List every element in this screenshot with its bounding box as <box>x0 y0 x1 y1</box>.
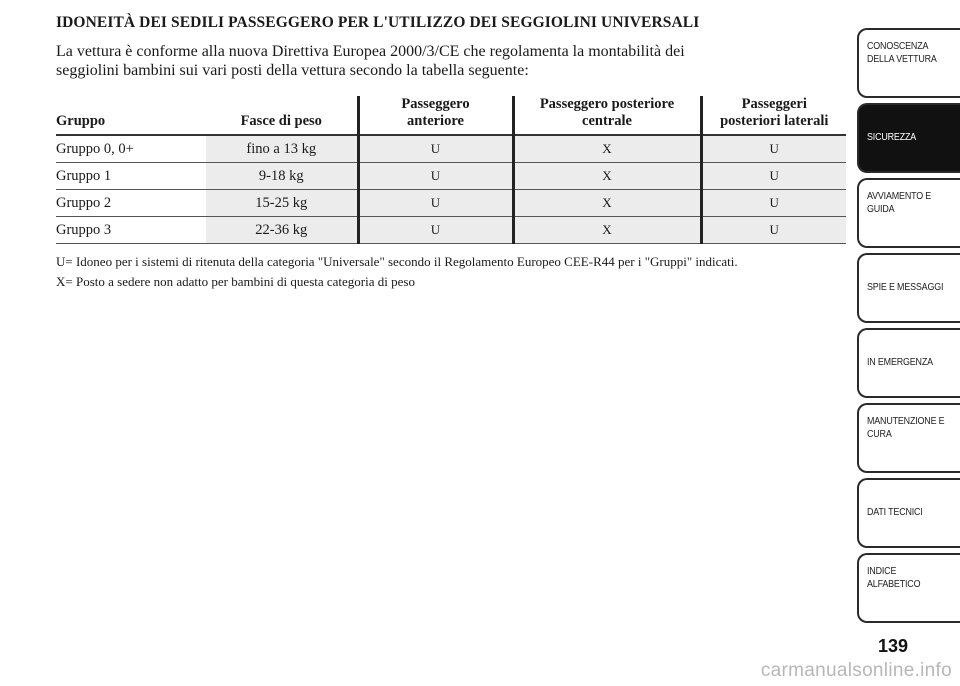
cell-rear-center: X <box>513 163 701 190</box>
cell-weight: 15-25 kg <box>206 190 358 217</box>
watermark: carmanualsonline.info <box>760 660 952 681</box>
cell-weight: 22-36 kg <box>206 217 358 244</box>
header-rear-side-line-1: Passeggeri <box>741 96 807 112</box>
tab-in-emergenza[interactable] <box>857 328 960 398</box>
header-rear-side-line-2: posteriori laterali <box>720 113 829 129</box>
header-front-line-2: anteriore <box>407 113 464 129</box>
table-row <box>56 135 846 163</box>
table-notes <box>56 254 846 290</box>
tab-sicurezza[interactable] <box>857 103 960 173</box>
tab-label: SPIE E MESSAGGI <box>867 281 944 293</box>
tab-conoscenza-della-vettura[interactable] <box>857 28 960 98</box>
tab-label: SICUREZZA <box>867 131 917 143</box>
page-number: 139 <box>877 636 908 656</box>
intro-line-1: La vettura è conforme alla nuova Direttiva Europea 2000/3/CE che regolamenta la montabilità dei <box>56 43 685 60</box>
header-rear-side-passengers <box>701 96 846 135</box>
tab-spie-e-messaggi[interactable] <box>857 253 960 323</box>
seat-suitability-table <box>56 96 846 244</box>
cell-front: U <box>358 135 513 163</box>
page-content <box>56 14 846 294</box>
header-rear-center-line-1: Passeggero posteriore <box>539 96 675 112</box>
cell-front: U <box>358 217 513 244</box>
cell-rear-side: U <box>701 163 846 190</box>
tab-label: IN EMERGENZA <box>867 356 933 368</box>
cell-rear-side: U <box>701 135 846 163</box>
tab-label: AVVIAMENTO E GUIDA <box>867 190 932 215</box>
cell-group: Gruppo 2 <box>56 190 206 217</box>
note-not-suitable: X= Posto a sedere non adatto per bambini di questa categoria di peso <box>56 274 415 289</box>
cell-rear-side: U <box>701 190 846 217</box>
header-group: Gruppo <box>56 96 206 135</box>
tab-indice-alfabetico[interactable] <box>857 553 960 623</box>
cell-front: U <box>358 190 513 217</box>
intro-paragraph <box>56 42 846 80</box>
tab-avviamento-e-guida[interactable] <box>857 178 960 248</box>
table-header-row <box>56 96 846 135</box>
header-rear-center-passenger <box>513 96 701 135</box>
tab-label: MANUTENZIONE E CURA <box>867 415 945 440</box>
cell-rear-center: X <box>513 190 701 217</box>
table-row <box>56 163 846 190</box>
cell-group: Gruppo 3 <box>56 217 206 244</box>
tab-dati-tecnici[interactable] <box>857 478 960 548</box>
cell-group: Gruppo 0, 0+ <box>56 135 206 163</box>
chapter-sidebar <box>857 28 960 628</box>
header-rear-center-line-2: centrale <box>582 113 632 129</box>
note-universal: U= Idoneo per i sistemi di ritenuta della categoria "Universale" secondo il Regolamento Europeo CEE-R44 per i "Gruppi" indicati. <box>56 254 738 269</box>
header-front-passenger <box>358 96 513 135</box>
header-front-line-1: Passeggero <box>401 96 470 112</box>
tab-label: CONOSCENZA DELLA VETTURA <box>867 40 937 65</box>
intro-line-2: seggiolini bambini sui vari posti della vettura secondo la tabella seguente: <box>56 62 529 79</box>
cell-weight: 9-18 kg <box>206 163 358 190</box>
cell-rear-side: U <box>701 217 846 244</box>
cell-group: Gruppo 1 <box>56 163 206 190</box>
tab-manutenzione-e-cura[interactable] <box>857 403 960 473</box>
table-row <box>56 190 846 217</box>
cell-rear-center: X <box>513 135 701 163</box>
cell-rear-center: X <box>513 217 701 244</box>
cell-front: U <box>358 163 513 190</box>
tab-label: DATI TECNICI <box>867 506 923 518</box>
cell-weight: fino a 13 kg <box>206 135 358 163</box>
section-title: IDONEITÀ DEI SEDILI PASSEGGERO PER L'UTILIZZO DEI SEGGIOLINI UNIVERSALI <box>56 14 700 31</box>
tab-label: INDICE ALFABETICO <box>867 565 921 590</box>
header-weight: Fasce di peso <box>206 96 358 135</box>
table-row <box>56 217 846 244</box>
